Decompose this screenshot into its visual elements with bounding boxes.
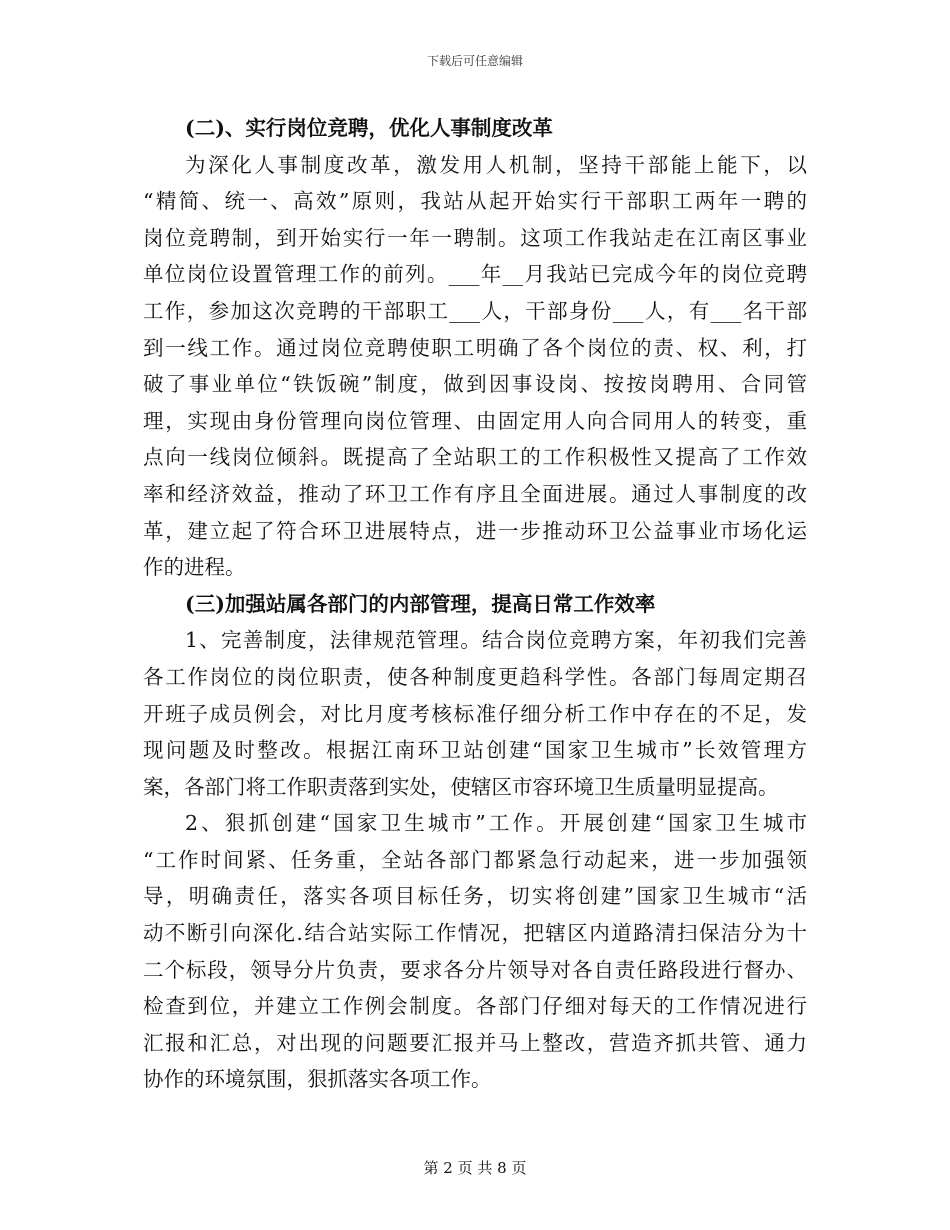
text-line: 单位岗位设置管理工作的前列。___年__月我站已完成今年的岗位竞聘	[143, 262, 807, 287]
text-line: 到一线工作。通过岗位竞聘使职工明确了各个岗位的责、权、利，打	[143, 335, 807, 360]
text-line: 率和经济效益，推动了环卫工作有序且全面进展。通过人事制度的改	[143, 481, 807, 506]
text-line: 检查到位，并建立工作例会制度。各部门仔细对每天的工作情况进行	[143, 994, 807, 1019]
text-line: 现问题及时整改。根据江南环卫站创建“国家卫生城市”长效管理方	[143, 738, 807, 763]
text-line: 汇报和汇总，对出现的问题要汇报并马上整改，营造齐抓共管、通力	[143, 1030, 807, 1055]
text-line: 岗位竞聘制，到开始实行一年一聘制。这项工作我站走在江南区事业	[143, 225, 807, 250]
section-heading-3: (三)加强站属各部门的内部管理，提高日常工作效率	[185, 591, 656, 616]
text-line: 破了事业单位“铁饭碗”制度，做到因事设岗、按按岗聘用、合同管	[143, 372, 807, 397]
text-line: 开班子成员例会，对比月度考核标准仔细分析工作中存在的不足，发	[143, 701, 807, 726]
section-2-paragraph	[143, 147, 807, 586]
text-line: 动不断引向深化.结合站实际工作情况，把辖区内道路清扫保洁分为十	[143, 921, 807, 946]
section-3-paragraph	[143, 622, 807, 1098]
text-line: 1、完善制度，法律规范管理。结合岗位竞聘方案，年初我们完善	[185, 628, 807, 653]
text-line: 革，建立起了符合环卫进展特点，进一步推动环卫公益事业市场化运	[143, 518, 807, 543]
section-heading-2: (二)、实行岗位竞聘，优化人事制度改革	[185, 116, 553, 140]
text-line: 为深化人事制度改革，激发用人机制，坚持干部能上能下，以	[185, 152, 807, 177]
text-line: 各工作岗位的岗位职责，使各种制度更趋科学性。各部门每周定期召	[143, 664, 807, 689]
page-header-note: 下载后可任意编辑	[426, 54, 523, 68]
page-number-footer: 第 2 页 共 8 页	[423, 1159, 527, 1177]
text-line: 工作，参加这次竞聘的干部职工___人，干部身份___人，有___名干部	[143, 298, 807, 323]
text-line: 点向一线岗位倾斜。既提高了全站职工的工作积极性又提高了工作效	[143, 445, 807, 470]
text-line: “工作时间紧、任务重，全站各部门都紧急行动起来，进一步加强领	[143, 847, 807, 872]
text-line: 2、狠抓创建“国家卫生城市”工作。开展创建“国家卫生城市	[185, 811, 807, 836]
text-line: 理，实现由身份管理向岗位管理、由固定用人向合同用人的转变，重	[143, 408, 807, 433]
document-body	[143, 110, 807, 1098]
text-line: 作的进程。	[143, 555, 246, 580]
text-line: 协作的环境氛围，狠抓落实各项工作。	[143, 1067, 492, 1092]
text-line: 案，各部门将工作职责落到实处，使辖区市容环境卫生质量明显提高。	[143, 774, 779, 799]
text-line: “精简、统一、高效”原则，我站从起开始实行干部职工两年一聘的	[143, 189, 807, 214]
text-line: 二个标段，领导分片负责，要求各分片领导对各自责任路段进行督办、	[143, 957, 807, 982]
text-line: 导，明确责任，落实各项目标任务，切实将创建”国家卫生城市“活	[143, 884, 807, 909]
